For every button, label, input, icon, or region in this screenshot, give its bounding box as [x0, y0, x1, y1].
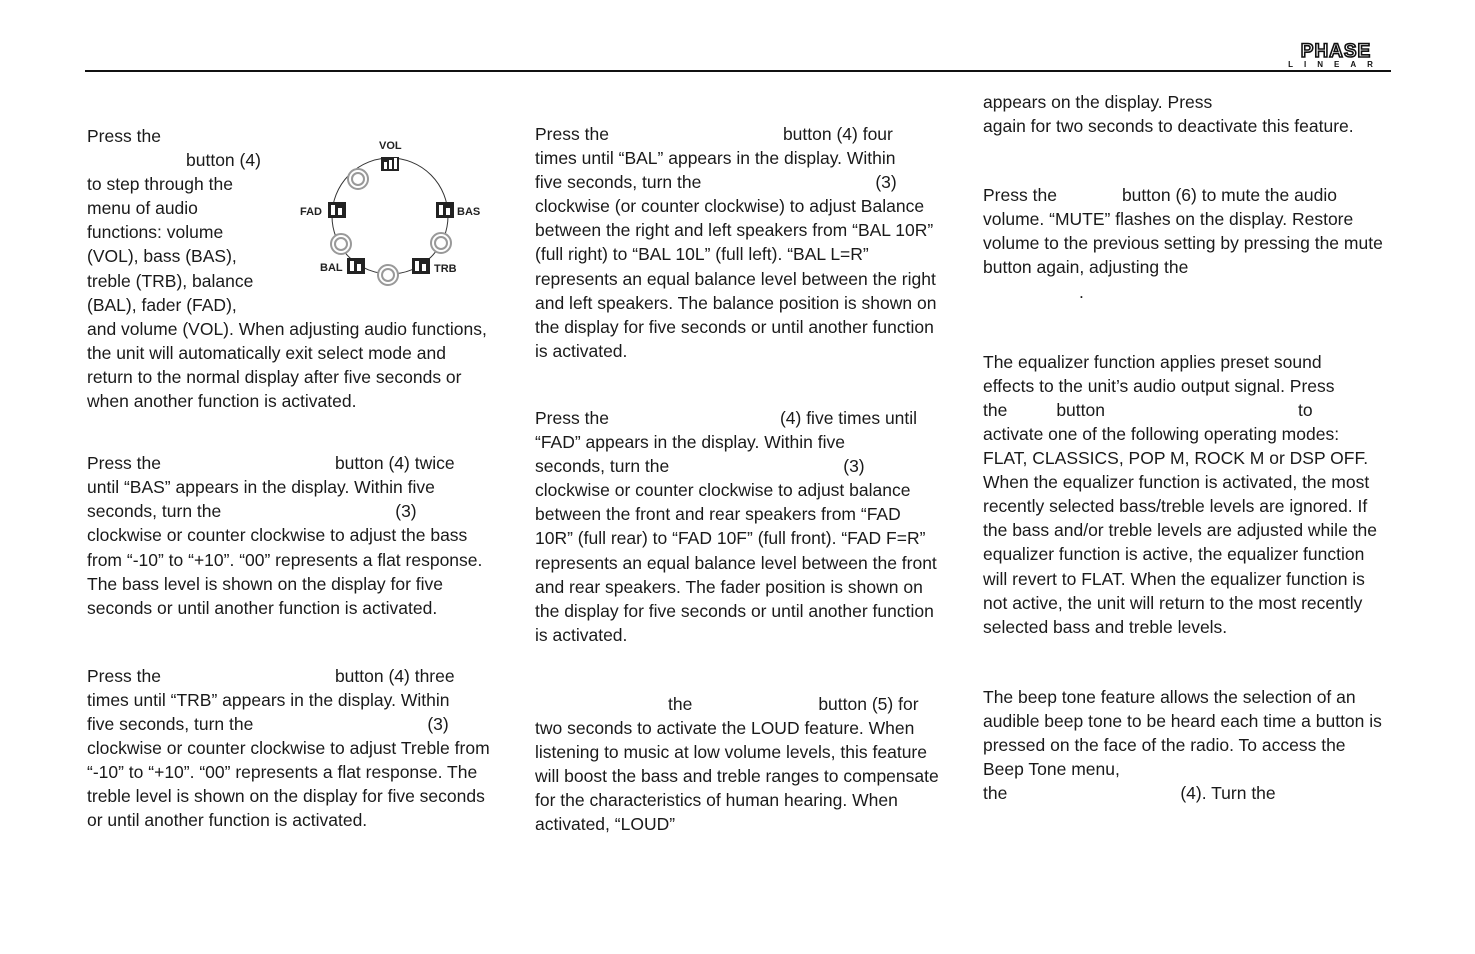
logo-phase: PHASE — [1300, 41, 1372, 62]
fader-rest: clockwise or counter clockwise to adjust balance between the front and rear speakers from “FAD 10R” (full rear) to “FAD 10F” (full front). “FAD F=R” represents an equal balance level between the front and rear speakers. The fader position is shown on the display for five seconds or until another function is activated. — [535, 480, 937, 645]
intro-line: (VOL), bass (BAS), — [87, 246, 237, 267]
balance-line: times until “BAL” appears in the display. Within — [535, 148, 896, 169]
bass-line — [87, 499, 492, 523]
loud-line — [535, 692, 940, 716]
text: (3) — [875, 172, 897, 193]
label-bal: BAL — [320, 262, 343, 274]
loud-cont-line: appears on the display. Press — [983, 92, 1213, 112]
text: Press the — [535, 124, 609, 144]
text: five seconds, turn the — [87, 713, 254, 734]
text: the — [983, 399, 1008, 420]
text: (4). Turn the — [1180, 783, 1276, 804]
text: button — [1056, 399, 1105, 420]
column-3 — [983, 90, 1388, 805]
loud-cont-line: again for two seconds to deactivate this feature. — [983, 116, 1354, 137]
text: Press the — [535, 407, 609, 428]
text: (4) five times until — [779, 407, 918, 428]
intro-rest: and volume (VOL). When adjusting audio functions, the unit will automatically exit select mode and return to the normal display after five seconds or when another function is activated. — [87, 318, 487, 412]
intro-line: Press the — [87, 126, 161, 146]
text: Press the — [87, 453, 161, 474]
eq-rest: activate one of the following operating modes: FLAT, CLASSICS, POP M, ROCK M or DSP OFF. When the equalizer function is activated, the most recently selected bass/treble levels are ignored. If the bass and/or treble levels are adjusted while the equalizer function is active, the equalizer function will revert to FLAT. When the equalizer function is not active, the unit will return to the most recently selected bass and treble levels. — [983, 423, 1377, 637]
bass-line — [87, 451, 492, 475]
label-trb: TRB — [434, 263, 457, 275]
treble-line — [87, 712, 492, 736]
beep-line — [983, 781, 1388, 805]
intro-line: (BAL), fader (FAD), — [87, 294, 237, 315]
text: five seconds, turn the — [535, 172, 702, 193]
text: the — [668, 693, 693, 714]
text: button (4) twice — [334, 453, 455, 474]
loud-rest: two seconds to activate the LOUD feature. When listening to music at low volume levels, this feature will boost the bass and treble ranges to compensate for the characteristics of human hearing. When activated, “LOUD” — [535, 717, 939, 835]
header-rule — [85, 70, 1391, 72]
intro-line: to step through the — [87, 174, 233, 195]
beep-rest: The beep tone feature allows the selection of an audible beep tone to be heard each time a button is pressed on the face of the radio. To access the Beep Tone menu, — [983, 686, 1382, 780]
mute-rest: volume. “MUTE” flashes on the display. Restore volume to the previous setting by pressing the mute button again, adjusting the — [983, 209, 1383, 278]
bass-line: until “BAS” appears in the display. Within five — [87, 477, 435, 498]
fader-line — [535, 406, 940, 430]
balance-line — [535, 122, 940, 146]
text: Press the — [983, 185, 1057, 206]
intro-line: menu of audio — [87, 198, 198, 219]
text: button (4) three — [334, 665, 455, 686]
text: button (4) four — [782, 124, 893, 144]
logo-linear: LINEAR — [1288, 60, 1384, 68]
text: seconds, turn the — [87, 501, 222, 522]
text: the — [983, 783, 1008, 804]
treble-rest: clockwise or counter clockwise to adjust Treble from “-10” to “+10”. “00” represents a flat response. The treble level is shown on the display for five seconds or until another function is activated. — [87, 738, 490, 831]
phase-linear-logo — [1282, 40, 1390, 68]
text: button (6) to mute the audio — [1121, 185, 1337, 206]
intro-text: button (4) — [186, 150, 261, 171]
fader-line: “FAD” appears in the display. Within five — [535, 432, 845, 453]
text: (3) — [427, 713, 449, 734]
bass-rest: clockwise or counter clockwise to adjust the bass from “-10” to “+10”. “00” represents a flat response. The bass level is shown on the display for five seconds or until another function is activated. — [87, 525, 483, 618]
fader-line — [535, 454, 940, 478]
intro-line: treble (TRB), balance — [87, 270, 254, 291]
label-vol: VOL — [379, 140, 402, 152]
mute-line — [983, 183, 1388, 207]
text: (3) — [395, 501, 417, 522]
balance-rest: clockwise (or counter clockwise) to adjust Balance between the right and left speakers from “BAL 10R” (full right) to “BAL 10L” (full left). “BAL L=R” represents an equal balance level between the right and left speakers. The balance position is shown on the display for five seconds or until another function is activated. — [535, 196, 937, 361]
text: seconds, turn the — [535, 456, 670, 477]
label-bas: BAS — [457, 206, 481, 218]
column-1 — [87, 124, 492, 832]
eq-line: effects to the unit’s audio output signal. Press — [983, 375, 1335, 396]
text: to — [1297, 399, 1313, 420]
eq-line — [983, 398, 1388, 422]
treble-line — [87, 664, 492, 688]
intro-line: functions: volume — [87, 222, 224, 243]
intro-paragraph-wrap — [87, 124, 277, 317]
text: button (5) for — [818, 693, 919, 714]
label-fad: FAD — [300, 206, 322, 218]
text: Press the — [87, 665, 161, 686]
intro-line — [87, 148, 277, 172]
mute-end — [983, 280, 1388, 304]
text: (3) — [843, 456, 865, 477]
text: . — [1079, 281, 1084, 302]
balance-line — [535, 170, 940, 194]
treble-line: times until “TRB” appears in the display. Within — [87, 689, 450, 710]
eq-line: The equalizer function applies preset sound — [983, 351, 1322, 372]
column-2 — [535, 122, 940, 836]
